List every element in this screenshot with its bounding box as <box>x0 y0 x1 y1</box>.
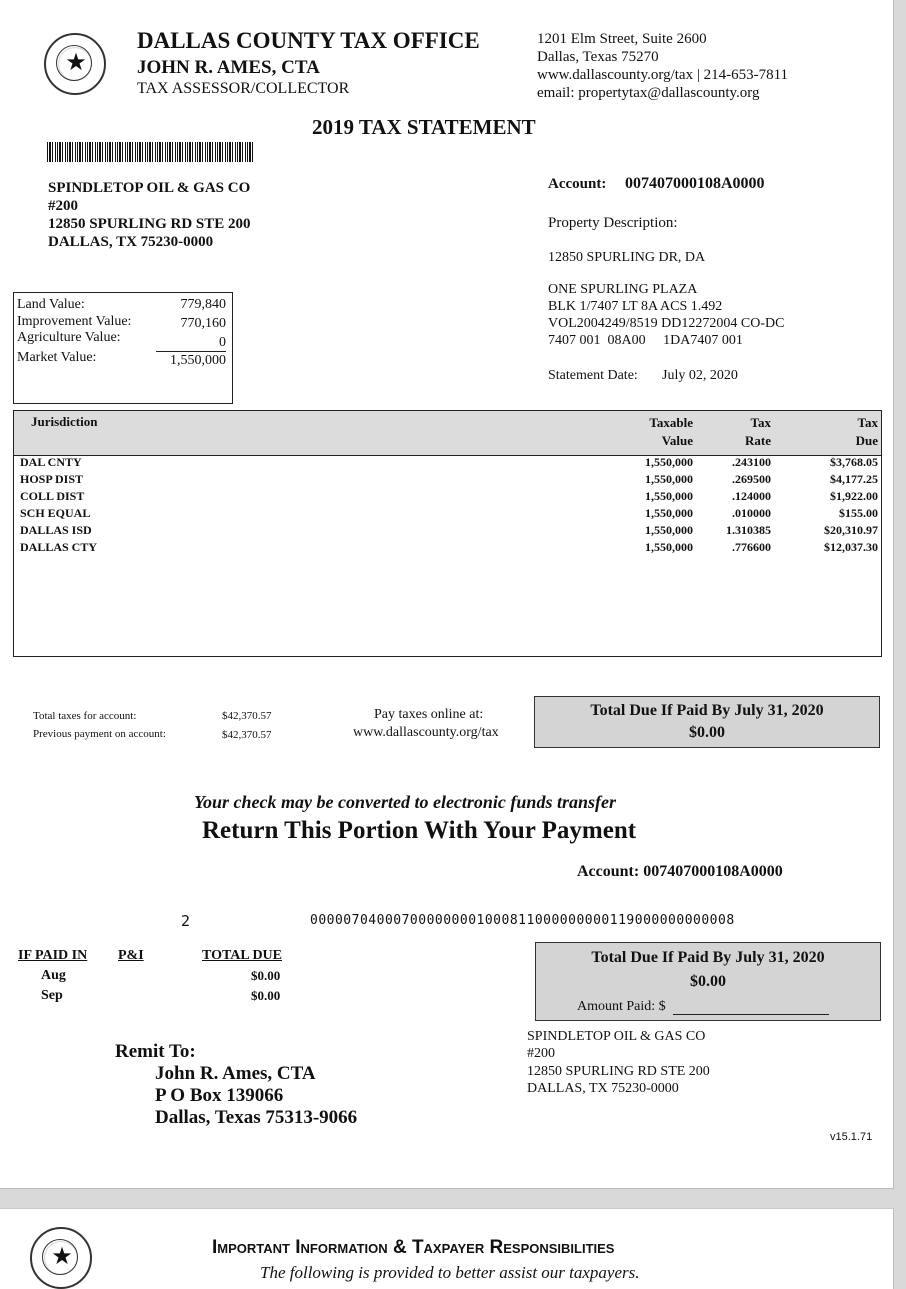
tax-due: $1,922.00 <box>830 489 878 503</box>
office-address-line2: Dallas, Texas 75270 <box>537 49 659 65</box>
table-row <box>14 523 881 540</box>
schedule-header-total-due: TOTAL DUE <box>202 948 283 963</box>
county-seal-icon: ★ <box>30 1227 92 1289</box>
jurisdiction-name: HOSP DIST <box>20 472 84 486</box>
taxable-value: 1,550,000 <box>645 472 693 486</box>
property-legal-line: 7407 001 08A00 1DA7407 001 <box>548 333 743 348</box>
statement-date: July 02, 2020 <box>662 368 738 383</box>
assessor-name: JOHN R. AMES, CTA <box>137 57 320 78</box>
schedule-total: $0.00 <box>251 968 281 983</box>
tax-rate: .010000 <box>732 506 771 520</box>
taxable-value: 1,550,000 <box>645 540 693 554</box>
owner-name: SPINDLETOP OIL & GAS CO <box>48 180 251 196</box>
important-info-subtitle: The following is provided to better assist our taxpayers. <box>260 1263 640 1282</box>
tax-due: $20,310.97 <box>824 523 878 537</box>
return-portion-heading: Return This Portion With Your Payment <box>202 817 637 844</box>
owner-city: DALLAS, TX 75230-0000 <box>48 234 214 250</box>
schedule-header-paid-in: IF PAID IN <box>18 948 88 963</box>
tax-rate: .776600 <box>732 540 771 554</box>
ocr-scan-line: 000007040007000000001000811000000000119000000000008 <box>310 913 735 928</box>
table-row <box>14 506 881 523</box>
amount-paid-field[interactable] <box>673 1014 829 1015</box>
office-email: email: propertytax@dallascounty.org <box>537 85 760 101</box>
important-info-title: Important Information & Taxpayer Responsibilities <box>212 1237 615 1258</box>
taxable-value: 1,550,000 <box>645 523 693 537</box>
payer-unit: #200 <box>527 1046 555 1061</box>
tax-due: $4,177.25 <box>830 472 878 486</box>
owner-street: 12850 SPURLING RD STE 200 <box>48 216 251 232</box>
jurisdiction-name: SCH EQUAL <box>20 506 91 520</box>
jurisdiction-name: DAL CNTY <box>20 455 82 469</box>
col-taxable: Value <box>661 433 693 448</box>
property-situs: 12850 SPURLING DR, DA <box>548 250 706 265</box>
eft-notice: Your check may be converted to electronic funds transfer <box>194 792 616 812</box>
previous-payment-label: Previous payment on account: <box>33 728 166 740</box>
table-row <box>14 489 881 506</box>
tax-rate: .269500 <box>732 472 771 486</box>
value-amount: 770,160 <box>180 316 226 331</box>
value-label: Market Value: <box>17 350 97 365</box>
office-address-line1: 1201 Elm Street, Suite 2600 <box>537 31 707 47</box>
tax-statement-page-2 <box>0 1208 894 1289</box>
remit-name: John R. Ames, CTA <box>155 1063 316 1084</box>
col-rate: Tax <box>750 415 771 430</box>
value-amount: 1,550,000 <box>170 353 226 368</box>
property-legal-line: BLK 1/7407 LT 8A ACS 1.492 <box>548 299 723 314</box>
tax-rate: .124000 <box>732 489 771 503</box>
jurisdiction-name: COLL DIST <box>20 489 85 503</box>
account-label: Account: <box>548 176 607 192</box>
total-due-box <box>534 696 880 748</box>
payer-street: 12850 SPURLING RD STE 200 <box>527 1064 710 1079</box>
pay-online-label: Pay taxes online at: <box>374 707 484 722</box>
value-label: Agriculture Value: <box>17 330 121 345</box>
property-legal-line: VOL2004249/8519 DD12272004 CO-DC <box>548 316 785 331</box>
payer-city: DALLAS, TX 75230-0000 <box>527 1081 679 1096</box>
stub-total-due-box <box>535 942 881 1021</box>
property-description-label: Property Description: <box>548 215 678 231</box>
schedule-header-pi: P&I <box>118 948 144 963</box>
payer-name: SPINDLETOP OIL & GAS CO <box>527 1029 706 1044</box>
col-jurisdiction: Jurisdiction <box>31 414 98 429</box>
total-taxes-label: Total taxes for account: <box>33 710 137 722</box>
value-amount: 779,840 <box>180 297 226 312</box>
stub-total-due-amount: $0.00 <box>690 973 726 990</box>
jurisdiction-table <box>13 410 882 657</box>
col-due: Due <box>855 433 878 448</box>
jurisdiction-table-header <box>14 411 881 456</box>
value-label: Land Value: <box>17 297 85 312</box>
stub-total-due-title: Total Due If Paid By July 31, 2020 <box>591 949 825 966</box>
value-summary-box <box>13 292 233 404</box>
amount-paid-label: Amount Paid: $ <box>577 999 666 1014</box>
value-label: Improvement Value: <box>17 314 132 329</box>
version-label: v15.1.71 <box>830 1131 873 1143</box>
office-name: DALLAS COUNTY TAX OFFICE <box>137 28 480 53</box>
property-legal-line: ONE SPURLING PLAZA <box>548 282 698 297</box>
statement-title: 2019 TAX STATEMENT <box>312 115 536 139</box>
jurisdiction-name: DALLAS ISD <box>20 523 92 537</box>
stub-account: Account: 007407000108A0000 <box>577 863 783 880</box>
tax-rate: 1.310385 <box>726 523 771 537</box>
schedule-month: Sep <box>41 988 63 1003</box>
previous-payment-amount: $42,370.57 <box>222 729 272 741</box>
owner-unit: #200 <box>48 198 78 214</box>
col-rate: Rate <box>745 433 771 448</box>
account-number: 007407000108A0000 <box>625 175 765 192</box>
total-taxes-amount: $42,370.57 <box>222 710 272 722</box>
barcode <box>47 142 255 162</box>
col-taxable: Taxable <box>649 415 693 430</box>
remit-label: Remit To: <box>115 1041 196 1062</box>
statement-date-label: Statement Date: <box>548 368 638 383</box>
remit-box: P O Box 139066 <box>155 1085 284 1106</box>
col-due: Tax <box>857 415 878 430</box>
tax-due: $155.00 <box>839 506 878 520</box>
schedule-month: Aug <box>41 968 66 983</box>
value-amount: 0 <box>219 335 226 350</box>
county-seal-icon: ★ <box>44 33 106 95</box>
tax-due: $3,768.05 <box>830 455 878 469</box>
total-due-amount: $0.00 <box>689 724 725 741</box>
table-row <box>14 472 881 489</box>
table-row <box>14 455 881 472</box>
office-web-phone: www.dallascounty.org/tax | 214-653-7811 <box>537 67 789 83</box>
schedule-total: $0.00 <box>251 988 281 1003</box>
tax-rate: .243100 <box>732 455 771 469</box>
taxable-value: 1,550,000 <box>645 489 693 503</box>
taxable-value: 1,550,000 <box>645 455 693 469</box>
jurisdiction-name: DALLAS CTY <box>20 540 98 554</box>
sum-line <box>156 351 226 352</box>
remit-city: Dallas, Texas 75313-9066 <box>155 1107 358 1128</box>
assessor-title: TAX ASSESSOR/COLLECTOR <box>137 80 350 97</box>
tax-due: $12,037.30 <box>824 540 878 554</box>
pay-online-url[interactable]: www.dallascounty.org/tax <box>353 725 499 740</box>
table-row <box>14 540 881 557</box>
total-due-title: Total Due If Paid By July 31, 2020 <box>590 702 824 719</box>
taxable-value: 1,550,000 <box>645 506 693 520</box>
stub-sequence: 2 <box>181 912 191 930</box>
